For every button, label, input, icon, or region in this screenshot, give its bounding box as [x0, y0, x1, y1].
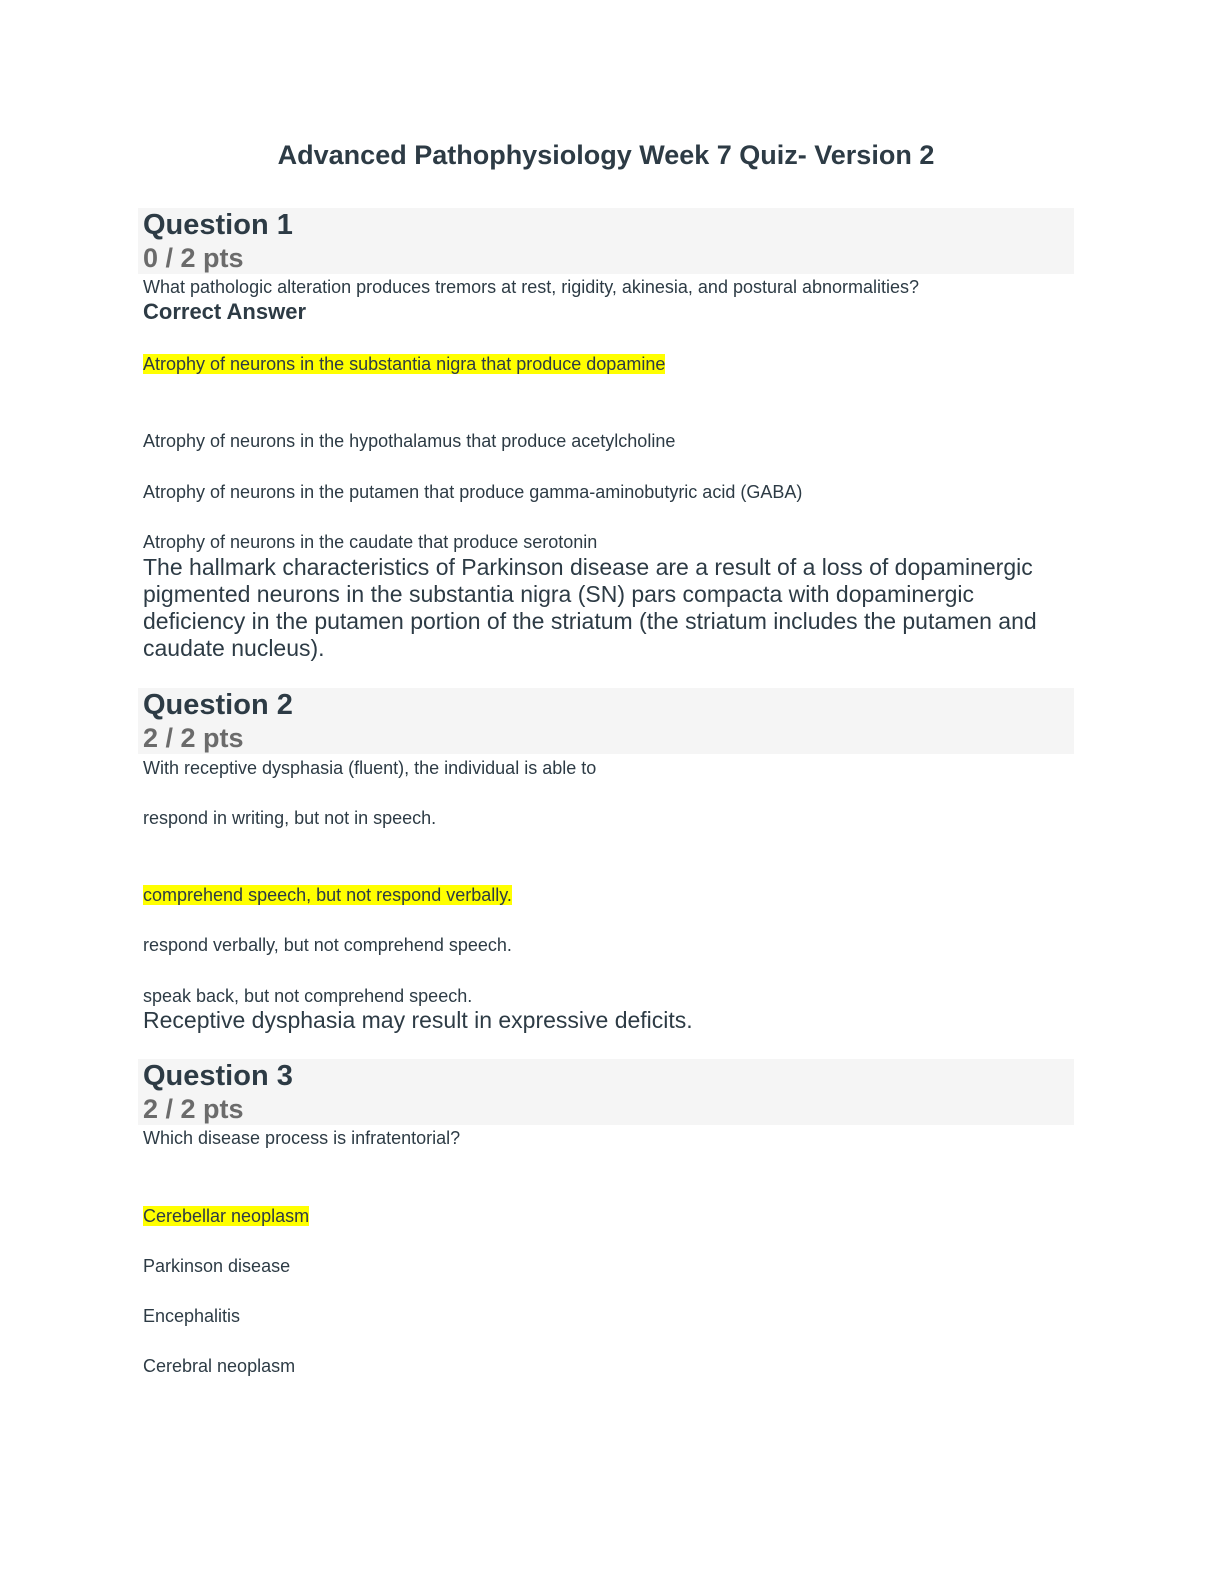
correct-answer-label: Correct Answer	[143, 299, 307, 324]
question-1-answer-4: Atrophy of neurons in the caudate that produce serotonin	[143, 532, 598, 552]
question-2-explanation: Receptive dysphasia may result in expressive deficits.	[143, 1007, 693, 1033]
question-2-answer-3: respond verbally, but not comprehend speech.	[143, 935, 512, 955]
question-3-answer-2: Parkinson disease	[143, 1256, 291, 1276]
question-2-title: Question 2	[143, 689, 293, 721]
question-1-prompt: What pathologic alteration produces tremors at rest, rigidity, akinesia, and postural abnormalities?	[143, 277, 920, 297]
question-1-answer-3: Atrophy of neurons in the putamen that produce gamma-aminobutyric acid (GABA)	[143, 482, 803, 502]
highlighted-answer: Cerebellar neoplasm	[143, 1206, 310, 1226]
page-title: Advanced Pathophysiology Week 7 Quiz- Version 2	[277, 140, 935, 170]
question-3-title: Question 3	[143, 1060, 293, 1092]
question-2-answer-4: speak back, but not comprehend speech.	[143, 986, 473, 1006]
question-1-answer-2: Atrophy of neurons in the hypothalamus that produce acetylcholine	[143, 431, 676, 451]
question-2-answer-2	[143, 884, 512, 906]
question-1-points: 0 / 2 pts	[143, 243, 244, 273]
question-2-answer-1: respond in writing, but not in speech.	[143, 808, 437, 828]
question-3-answer-4: Cerebral neoplasm	[143, 1356, 296, 1376]
question-3-answer-3: Encephalitis	[143, 1306, 241, 1326]
question-2-prompt: With receptive dysphasia (fluent), the individual is able to	[143, 758, 597, 778]
highlighted-answer: comprehend speech, but not respond verbally.	[143, 885, 512, 905]
question-3-points: 2 / 2 pts	[143, 1094, 244, 1124]
question-1-title: Question 1	[143, 209, 293, 241]
question-3-answer-1	[143, 1205, 309, 1227]
question-1-answer-1	[143, 353, 665, 375]
highlighted-answer: Atrophy of neurons in the substantia nigra that produce dopamine	[143, 354, 666, 374]
question-1-explanation: The hallmark characteristics of Parkinson disease are a result of a loss of dopaminergic pigmented neurons in the substantia nigra (SN) pars compacta with dopaminergic deficiency in the putamen portion of the striatum (the striatum includes the putamen and caudate nucleus).	[143, 554, 1037, 661]
question-3-prompt: Which disease process is infratentorial?	[143, 1128, 461, 1148]
question-2-points: 2 / 2 pts	[143, 723, 244, 753]
